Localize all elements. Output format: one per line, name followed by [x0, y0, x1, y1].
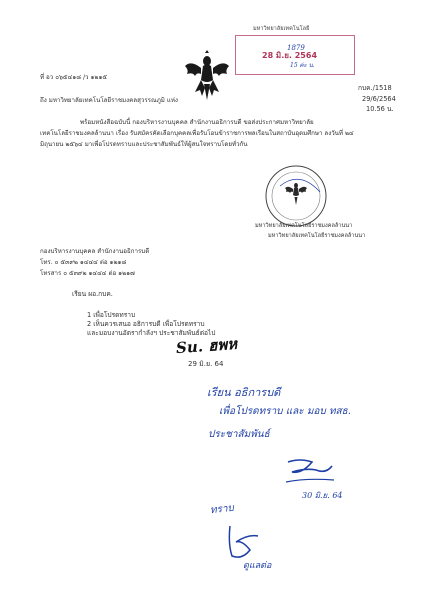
handwritten-line-3: ประชาสัมพันธ์: [208, 429, 270, 440]
body-line-3: มิถุนายน ๒๕๖๔ มาเพื่อโปรดทราบและประชาสัมพันธ์ให้ผู้สนใจทราบโดยทั่วกัน: [40, 141, 248, 148]
garuda-emblem-icon: [183, 50, 231, 102]
register-date: 29/6/2564: [362, 95, 396, 103]
handwritten-note: ทราบ: [209, 502, 235, 517]
register-time: 10.56 น.: [366, 105, 394, 113]
memo-item-1: 1 เพื่อโปรดทราบ: [87, 311, 136, 319]
memo-salutation: เรียน ผอ.กบค.: [72, 290, 113, 298]
memo-date: 29 มิ.ย. 64: [188, 360, 224, 368]
body-line-2: เทคโนโลยีราชมงคลล้านนา เรื่อง รับสมัครคัดเลือกบุคคลเพื่อรับโอนข้าราชการพลเรือนในสถาบันอุดมศึกษา ลงวันที่ ๒๔: [40, 130, 354, 137]
director-signature-date: 30 มิ.ย. 64: [302, 491, 343, 500]
receipt-time: 15 ค่ะ น.: [290, 62, 315, 69]
memo-item-3: และมอบงานอัตรากำลังฯ ประชาสัมพันธ์ต่อไป: [87, 329, 216, 337]
seal-caption-2: มหาวิทยาลัยเทคโนโลยีราชมงคลล้านนา: [268, 233, 366, 239]
body-line-1: พร้อมหนังสือฉบับนี้ กองบริหารงานบุคคล สำนักงานอธิการบดี ขอส่งประกาศมหาวิทยาลัย: [80, 119, 314, 126]
receipt-number: 1879: [287, 44, 305, 52]
recipient-line: ถึง มหาวิทยาลัยเทคโนโลยีราชมงคลสุวรรณภูมิ แห่ง: [40, 97, 178, 104]
receipt-stamp: [235, 27, 355, 75]
receipt-date: 28 มิ.ย. 2564: [262, 51, 318, 60]
handwritten-line-1: เรียน อธิการบดี: [207, 386, 281, 399]
handwritten-line-2: เพื่อโปรดทราบ และ มอบ ทสธ.: [219, 406, 351, 417]
seal-caption-1: มหาวิทยาลัยเทคโนโลยีราชมงคลล้านนา: [255, 223, 353, 229]
memo-item-2: 2 เห็นควรเสนอ อธิการบดี เพื่อโปรดทราบ: [87, 320, 205, 328]
memo-signature: Su. ฮพห: [175, 334, 238, 358]
university-seal-icon: [240, 162, 353, 229]
register-number: กบค./1518: [358, 84, 392, 92]
document-number: ที่ อว ๐๖๕๔๑๘ /ว ๑๒๑๕: [40, 74, 108, 81]
president-signature-sub: ดูแลต่อ: [243, 561, 272, 571]
contact-fax: โทรสาร ๐ ๕๓๙๒ ๑๔๔๔ ต่อ ๑๒๑๗: [40, 270, 135, 277]
receipt-stamp-title: มหาวิทยาลัยเทคโนโลยี: [253, 26, 310, 32]
contact-office: กองบริหารงานบุคคล สำนักงานอธิการบดี: [40, 248, 150, 255]
contact-phone: โทร. ๐ ๕๓๙๒ ๑๔๔๔ ต่อ ๑๒๑๘: [40, 259, 127, 266]
